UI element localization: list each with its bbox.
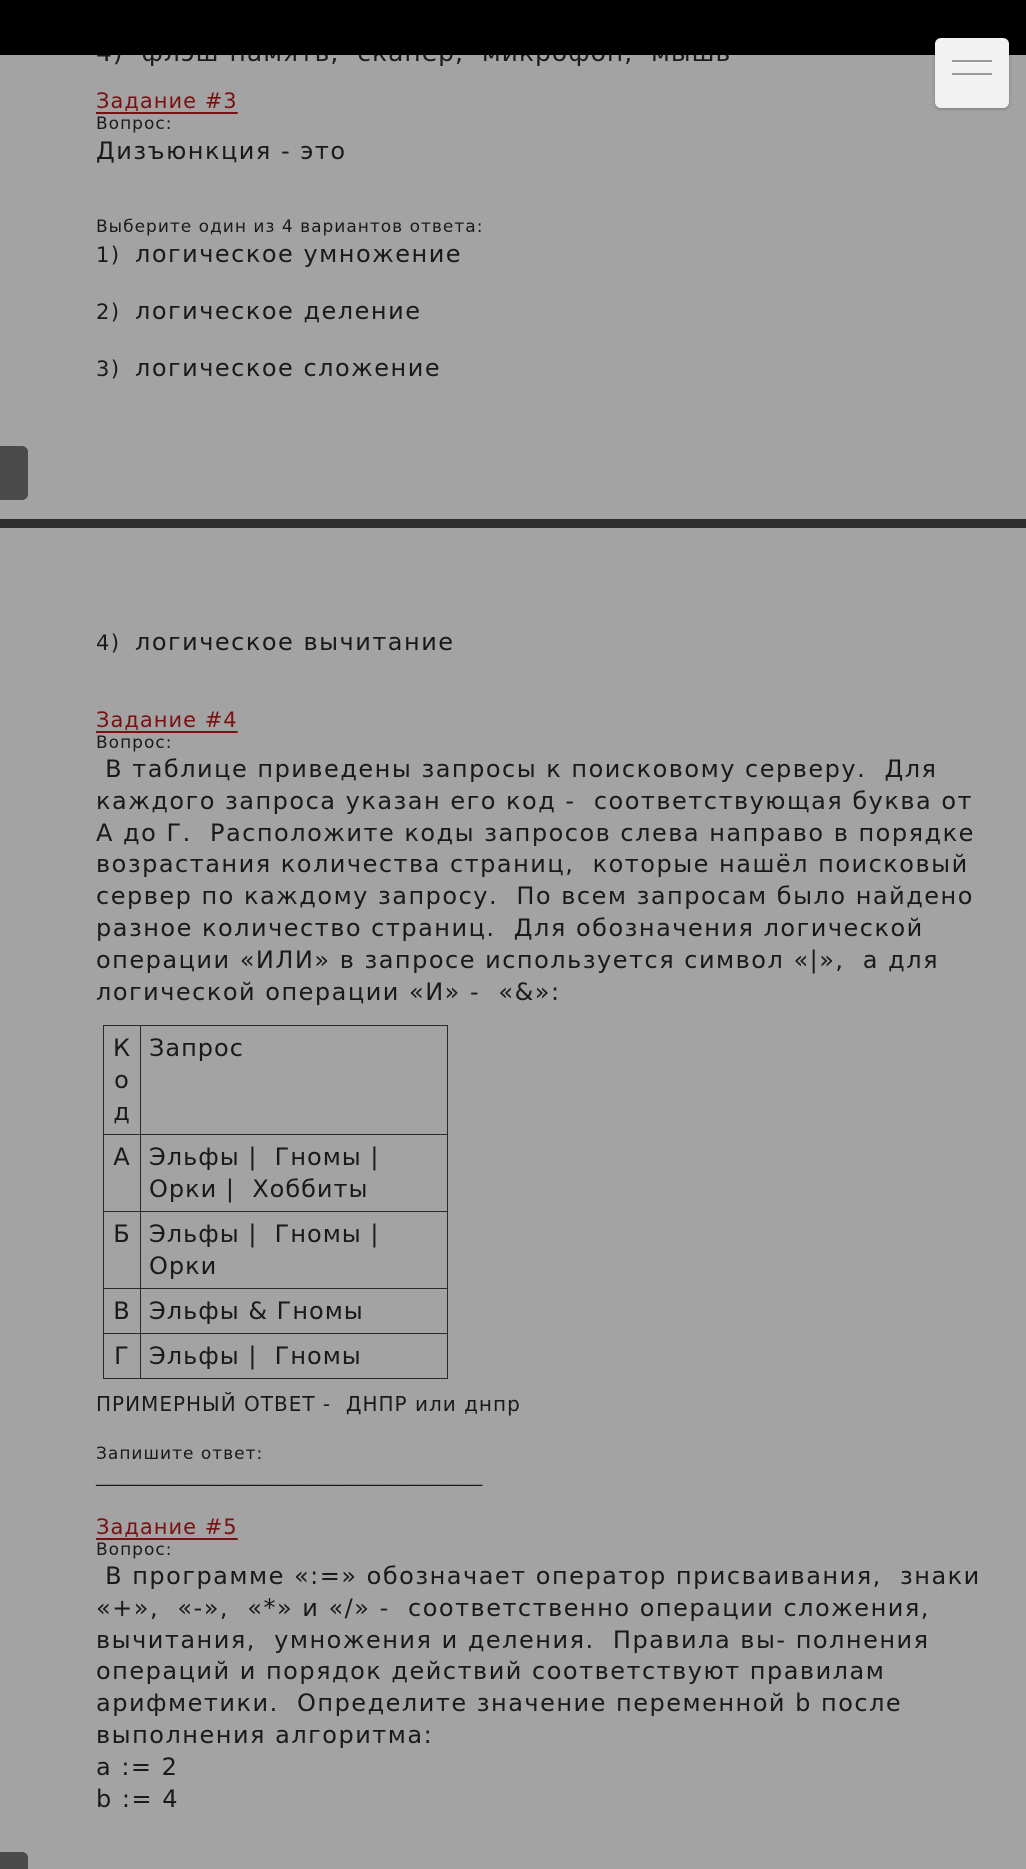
task-4-question-text [96, 754, 975, 1008]
task-3-question: Дизъюнкция - это [96, 137, 347, 165]
task-3-instruction: Выберите один из 4 вариантов ответа: [96, 217, 484, 237]
side-handle[interactable] [0, 1852, 28, 1869]
question-line: арифметики. Определите значение переменной b после [96, 1689, 903, 1718]
option-number: 1) [96, 243, 121, 267]
answer-option-1[interactable] [96, 240, 462, 268]
task-3-title: Задание #3 [96, 89, 238, 113]
question-line: выполнения алгоритма: [96, 1720, 434, 1749]
option-text: логическое вычитание [135, 628, 455, 656]
question-line: каждого запроса указан его код - соответствующая буква от [96, 786, 974, 815]
side-handle[interactable] [0, 446, 28, 500]
answer-option-4[interactable] [96, 628, 455, 656]
query-line: Орки | Хоббиты [149, 1175, 369, 1203]
question-line: В программе «:=» обозначает оператор присваивания, знаки [96, 1562, 981, 1590]
task-5-question-text [96, 1561, 981, 1815]
task-4-title: Задание #4 [96, 708, 238, 732]
sample-answer: ПРИМЕРНЫЙ ОТВЕТ - ДНПР или днпр [96, 1392, 521, 1416]
menu-line [952, 60, 992, 62]
row-code: А [104, 1135, 141, 1212]
option-number: 3) [96, 357, 121, 381]
question-line: В таблице приведены запросы к поисковому серверу. Для [96, 755, 938, 783]
header-letter: К [112, 1034, 132, 1062]
question-line: a := 2 [96, 1752, 179, 1781]
option-number: 4) [96, 631, 121, 655]
header-letter: д [113, 1098, 131, 1126]
option-text: логическое умножение [135, 240, 463, 268]
option-number: 2) [96, 300, 121, 324]
page-divider [0, 519, 1026, 528]
question-line: сервер по каждому запросу. По всем запросам было найдено [96, 882, 974, 911]
query-line: Орки [149, 1252, 218, 1280]
question-line: логической операции «И» - «&»: [96, 977, 561, 1006]
row-query [141, 1334, 448, 1379]
menu-icon[interactable] [935, 38, 1009, 108]
header-letter: о [114, 1066, 130, 1094]
table-header-row [104, 1026, 448, 1135]
question-line: операции «ИЛИ» в запросе используется символ «|», а для [96, 945, 939, 974]
table-header-code [104, 1026, 141, 1135]
question-line: вычитания, умножения и деления. Правила вы- полнения [96, 1625, 930, 1654]
answer-option-3[interactable] [96, 354, 441, 382]
option-text: логическое сложение [135, 354, 442, 382]
menu-line [952, 73, 992, 75]
option-text: логическое деление [135, 297, 422, 325]
row-code: Г [104, 1334, 141, 1379]
query-line: Эльфы | Гномы | [149, 1143, 380, 1171]
question-line: А до Г. Расположите коды запросов слева направо в порядке [96, 818, 975, 847]
table-row [104, 1334, 448, 1379]
answer-option-2[interactable] [96, 297, 421, 325]
task-3-question-label: Вопрос: [96, 114, 173, 134]
query-line: Эльфы & Гномы [149, 1297, 364, 1325]
row-code: В [104, 1289, 141, 1334]
question-line: операций и порядок действий соответствуют правилам [96, 1657, 886, 1686]
top-status-bar [0, 0, 1026, 55]
row-code: Б [104, 1212, 141, 1289]
task-5-title: Задание #5 [96, 1515, 238, 1539]
task-5-question-label: Вопрос: [96, 1540, 173, 1560]
table-header-query: Запрос [141, 1026, 448, 1135]
query-table [103, 1025, 448, 1379]
row-query [141, 1135, 448, 1212]
query-line: Эльфы | Гномы | [149, 1220, 380, 1248]
table-row [104, 1289, 448, 1334]
question-line: возрастания количества страниц, которые нашёл поисковый [96, 850, 969, 879]
answer-input[interactable]: __________________________________________ [96, 1466, 483, 1487]
row-query [141, 1212, 448, 1289]
query-line: Эльфы | Гномы [149, 1342, 362, 1370]
task-4-question-label: Вопрос: [96, 733, 173, 753]
row-query [141, 1289, 448, 1334]
question-line: разное количество страниц. Для обозначения логической [96, 913, 924, 942]
answer-label: Запишите ответ: [96, 1444, 264, 1464]
table-row [104, 1135, 448, 1212]
table-row [104, 1212, 448, 1289]
question-line: b := 4 [96, 1784, 179, 1813]
question-line: «+», «-», «*» и «/» - соответственно операции сложения, [96, 1593, 930, 1622]
